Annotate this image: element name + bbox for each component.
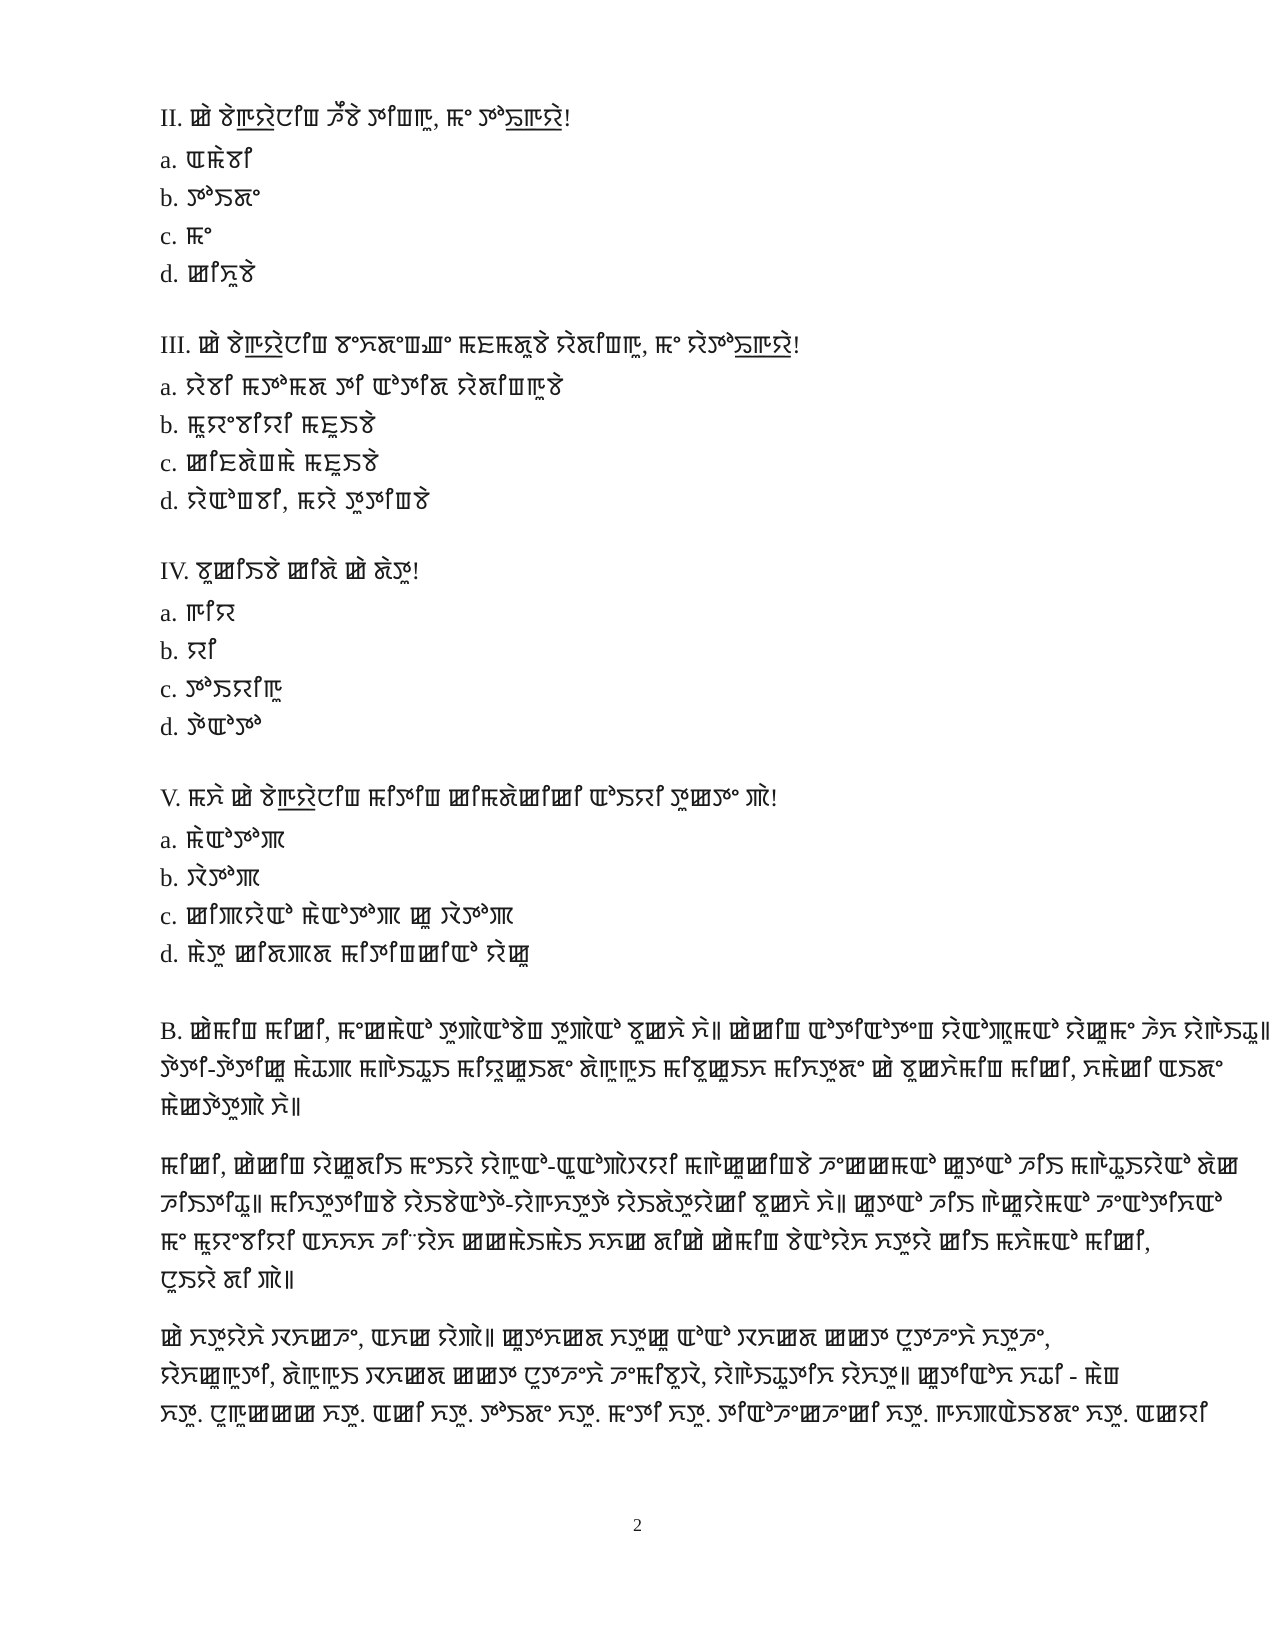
paragraph-line: ꯃꯦ ꯃꯨꯌꯦꯕꯤꯌꯤ ꯑꯈꯈꯈ ꯍꯤ¨ꯌꯥꯈ ꯀꯀꯃꯥꯏꯃꯥꯏ ꯈꯈꯀ ꯗꯤꯀꯥ ꯀꯥꯃꯤꯡ ꯕꯥꯑꯣꯌꯥꯈ ꯈꯇꯨꯌꯥ ꯀꯤꯏ ꯃꯈꯥꯃꯑꯣ ꯃꯤꯀꯤ,: [160, 1229, 1151, 1256]
option-a: [160, 142, 1120, 180]
option-d: [160, 936, 1120, 974]
option-a: [160, 595, 1120, 633]
paragraph-line: ꯃꯥꯀꯇꯥꯇꯨꯄꯥ ꯈꯥ꯫: [160, 1094, 302, 1121]
option-text: ꯀꯤꯐꯗꯥꯡꯃꯥ ꯃꯐꯨꯏꯕꯥ: [185, 450, 380, 477]
option-label: d.: [160, 488, 179, 515]
option-label: a.: [160, 374, 178, 401]
question-block-ii: [160, 100, 1120, 294]
option-b: [160, 860, 1120, 898]
option-label: b.: [160, 185, 179, 212]
option-b: [160, 407, 1120, 445]
question-prompt: III. ꯀꯥ ꯕꯥꯒ꯭ꯌꯥꯅꯤꯡ ꯕꯦꯈꯗꯦꯡꯉꯦ ꯃꯐꯃꯗꯨꯕꯥ ꯌꯥꯗꯤꯡꯒꯨ, ꯃꯦ ꯌꯥꯇꯣꯢ꯭ꯒ꯭ꯌꯥ!: [160, 332, 801, 359]
option-label: c.: [160, 903, 178, 930]
paragraph-b: [160, 1013, 1271, 1127]
paragraph-line: ꯀꯥ ꯈꯇꯨꯌꯥꯈꯥ ꯋꯈꯀꯍꯦ, ꯑꯈꯀ ꯌꯥꯄꯥ꯫ ꯀꯨꯇꯈꯀꯗ ꯈꯇꯨꯀꯨ ꯑꯣꯑꯣ ꯋꯈꯀꯗ ꯀꯀꯇ ꯅꯨꯇꯍꯦꯈꯥ ꯈꯇꯨꯍꯦ,: [160, 1325, 1051, 1352]
question-prompt: V. ꯃꯈꯥ ꯀꯥ ꯕꯥꯒ꯭ꯌꯥꯅꯤꯡ ꯃꯤꯇꯤꯡ ꯀꯤꯃꯗꯥꯀꯤꯀꯤ ꯑꯣꯏꯌꯤ ꯇꯨꯀꯇꯦ ꯄꯥ!: [160, 785, 779, 812]
option-d: [160, 256, 1120, 294]
question-prompt: II. ꯀꯥ ꯕꯥꯒ꯭ꯌꯥꯅꯤꯡ ꯍꯩꯕꯥ ꯇꯤꯡꯒꯨ, ꯃꯦ ꯇꯣꯢ꯭ꯒ꯭ꯌꯥ!: [160, 105, 572, 132]
option-label: d.: [160, 261, 179, 288]
option-label: d.: [160, 714, 179, 741]
option-text: ꯑꯃꯥꯕꯤ: [185, 147, 254, 174]
option-text: ꯀꯤꯄꯌꯥꯑꯣ ꯃꯥꯑꯣꯇꯣꯄ ꯀꯨ ꯋꯥꯇꯣꯄ: [185, 903, 515, 930]
option-label: a.: [160, 147, 178, 174]
option-c: [160, 218, 1120, 256]
option-c: [160, 898, 1120, 936]
option-text: ꯀꯤꯈꯨꯕꯥ: [186, 261, 257, 288]
option-text: ꯋꯥꯇꯣꯄ: [186, 865, 262, 892]
option-text: ꯃꯦ: [185, 223, 213, 250]
question-prompt: IV. ꯕꯨꯀꯤꯏꯕꯥ ꯀꯤꯗꯥ ꯀꯥ ꯗꯥꯇꯨ!: [160, 558, 421, 585]
option-label: b.: [160, 865, 179, 892]
option-label: b.: [160, 412, 179, 439]
option-text: ꯃꯥꯑꯣꯇꯣꯄ: [185, 827, 287, 854]
paragraph-line: ꯇꯥꯇꯤ-ꯇꯥꯇꯤꯀꯨ ꯃꯥꯊꯄ ꯃꯒꯥꯏꯊꯨꯏ ꯃꯤꯌꯨꯀꯨꯏꯗꯦ ꯗꯥꯒꯨꯒꯨꯏ ꯃꯤꯕꯨꯀꯨꯏꯈ ꯃꯤꯈꯇꯨꯗꯦ ꯀꯥ ꯕꯨꯀꯈꯥꯃꯤꯡ ꯃꯤꯀꯤ, ꯈꯃꯥꯀꯤ ꯑꯏꯗꯦ: [160, 1056, 1224, 1083]
option-text: ꯌꯤ: [186, 638, 218, 665]
option-label: a.: [160, 827, 178, 854]
option-label: c.: [160, 223, 178, 250]
option-label: c.: [160, 450, 178, 477]
option-b: [160, 633, 1120, 671]
paragraph-line: ꯅꯨꯏꯌꯥ ꯗꯤ ꯄꯥ꯫: [160, 1267, 295, 1294]
option-text: ꯃꯥꯇꯨ ꯀꯤꯗꯄꯗ ꯃꯤꯇꯤꯡꯀꯤꯑꯣ ꯌꯥꯀꯨ: [186, 941, 532, 968]
paragraph-line: ꯃꯤꯀꯤ, ꯀꯥꯀꯤꯡ ꯌꯥꯀꯨꯗꯤꯏ ꯃꯦꯏꯌꯥ ꯌꯥꯒꯨꯑꯣ-ꯑꯨꯑꯣꯄꯥꯋꯌꯤ ꯃꯒꯥꯀꯨꯀꯤꯡꯕꯥ ꯍꯦꯀꯀꯃꯑꯣ ꯀꯨꯇꯑꯣ ꯍꯤꯏ ꯃꯒꯥꯊꯨꯏꯌꯥꯑꯣ ꯗꯥꯀ: [160, 1153, 1240, 1180]
option-c: [160, 445, 1120, 483]
paragraph-line: ꯌꯥꯈꯀꯨꯒꯨꯇꯤ, ꯗꯥꯒꯨꯒꯨꯏ ꯋꯈꯀꯗ ꯀꯀꯇ ꯅꯨꯇꯍꯦꯈꯥ ꯍꯦꯃꯤꯕꯨꯋꯥ, ꯌꯥꯒꯥꯏꯊꯨꯇꯤꯈ ꯌꯥꯈꯇꯨ꯫ ꯀꯨꯇꯤꯑꯣꯈ ꯈꯊꯤ - ꯃꯥꯡ: [160, 1363, 1121, 1390]
option-label: d.: [160, 941, 179, 968]
paragraph-2: [160, 1148, 1240, 1300]
paragraph-line: B. ꯀꯥꯃꯤꯡ ꯃꯤꯀꯤ, ꯃꯦꯀꯃꯥꯑꯣ ꯇꯨꯄꯥꯑꯣꯕꯥꯡ ꯇꯨꯄꯥꯑꯣ ꯕꯨꯀꯈꯥ ꯈꯥ꯫ ꯀꯥꯀꯤꯡ ꯑꯣꯇꯤꯑꯣꯇꯦꯡ ꯌꯥꯑꯣꯄꯨꯃꯑꯣ ꯌꯥꯀꯨꯃꯦ ꯍꯥꯈ ꯌꯥꯒꯥꯏꯊꯨ꯫: [160, 1018, 1271, 1045]
question-block-iv: [160, 553, 1120, 747]
paragraph-3: [160, 1320, 1208, 1434]
question-block-iii: [160, 327, 1120, 521]
option-text: ꯌꯥꯑꯣꯡꯕꯤ, ꯃꯌꯥ ꯇꯨꯇꯤꯡꯕꯥ: [186, 488, 432, 515]
option-c: [160, 671, 1120, 709]
option-a: [160, 369, 1120, 407]
paragraph-line: ꯍꯤꯏꯇꯤꯊꯨ꯫ ꯃꯤꯈꯇꯨꯇꯤꯡꯕꯥ ꯌꯥꯏꯕꯥꯑꯣꯇꯥ-ꯌꯥꯒꯈꯇꯨꯇꯥ ꯌꯥꯏꯗꯥꯇꯨꯌꯥꯀꯤ ꯕꯨꯀꯈꯥ ꯈꯥ꯫ ꯀꯨꯇꯑꯣ ꯍꯤꯏ ꯒꯥꯀꯨꯌꯥꯃꯑꯣ ꯍꯦꯑꯣꯇꯤꯈꯑꯣ: [160, 1191, 1223, 1218]
option-text: ꯇꯣꯏꯗꯦ: [186, 185, 262, 212]
option-text: ꯌꯥꯕꯤ ꯃꯇꯣꯃꯗ ꯇꯤ ꯑꯣꯇꯤꯗ ꯌꯥꯗꯤꯡꯒꯨꯕꯥ: [185, 374, 565, 401]
option-label: c.: [160, 676, 178, 703]
option-label: b.: [160, 638, 179, 665]
page-number: 2: [633, 1515, 642, 1535]
option-d: [160, 483, 1120, 521]
option-a: [160, 822, 1120, 860]
option-text: ꯃꯨꯌꯦꯕꯤꯌꯤ ꯃꯐꯨꯏꯕꯥ: [186, 412, 377, 439]
paragraph-line: ꯈꯇꯨ. ꯅꯨꯒꯨꯀꯀꯀ ꯈꯇꯨ. ꯑꯀꯤ ꯈꯇꯨ. ꯇꯣꯏꯗꯦ ꯈꯇꯨ. ꯃꯦꯇꯤ ꯈꯇꯨ. ꯇꯤꯑꯣꯍꯦꯀꯍꯦꯀꯤ ꯈꯇꯨ. ꯒꯈꯄꯑꯥꯏꯕꯗꯦ ꯈꯇꯨ. ꯑꯀꯌꯤ: [160, 1401, 1208, 1428]
option-d: [160, 709, 1120, 747]
option-text: ꯇꯥꯑꯣꯇꯣ: [186, 714, 263, 741]
question-block-v: [160, 780, 1120, 974]
option-b: [160, 180, 1120, 218]
option-text: ꯒꯤꯌ: [185, 600, 237, 627]
option-label: a.: [160, 600, 178, 627]
option-text: ꯇꯣꯏꯌꯤꯒꯨ: [185, 676, 284, 703]
